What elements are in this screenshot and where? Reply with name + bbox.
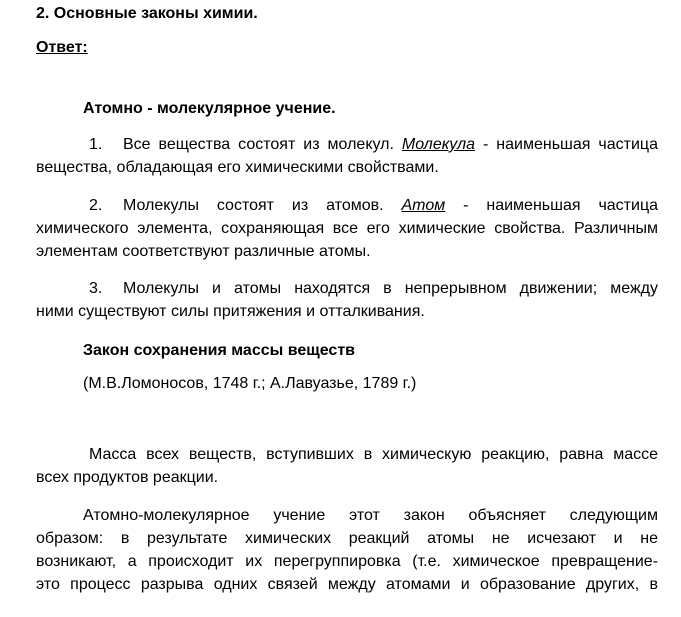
item-1-term: Молекула xyxy=(401,136,476,153)
item-1-text-post: - наименьшая частица xyxy=(475,136,658,153)
item-2-line-2: химического элемента, сохраняющая все его химические свойства. Различным xyxy=(36,220,658,237)
conservation-para-2-line-4: это процесс разрыва одних связей между атомами и образование других, в xyxy=(36,576,658,593)
item-3-line-1 xyxy=(89,277,658,300)
item-2-text-post: - наименьшая частица xyxy=(445,197,659,214)
item-3-number: 3. xyxy=(89,280,103,297)
atomic-theory-title: Атомно - молекулярное учение. xyxy=(83,100,336,117)
section-heading: 2. Основные законы химии. xyxy=(36,5,258,22)
conservation-para-1-line-1: Масса всех веществ, вступивших в химическую реакцию, равна массе xyxy=(89,446,658,463)
answer-label: Ответ: xyxy=(36,39,88,56)
item-1-number: 1. xyxy=(89,136,103,153)
conservation-law-title: Закон сохранения массы веществ xyxy=(83,342,355,359)
conservation-para-1-line-2: всех продуктов реакции. xyxy=(36,469,219,486)
item-2-line-1 xyxy=(89,194,658,217)
item-1-line-2: вещества, обладающая его химическими свойствами. xyxy=(36,159,439,176)
conservation-law-authors: (М.В.Ломоносов, 1748 г.; А.Лавуазье, 1789 г.) xyxy=(83,375,417,392)
item-2-number: 2. xyxy=(89,197,103,214)
item-2-text-pre: Молекулы состоят из атомов. xyxy=(123,197,402,214)
conservation-para-2-line-1: Атомно-молекулярное учение этот закон объясняет следующим xyxy=(83,507,658,524)
conservation-para-2-line-2: образом: в результате химических реакций атомы не исчезают и не xyxy=(36,530,658,547)
item-2-term: Атом xyxy=(401,197,446,214)
item-3-line-2: ними существуют силы притяжения и отталкивания. xyxy=(36,303,425,320)
item-2-line-3: элементам соответствуют различные атомы. xyxy=(36,243,371,260)
item-3-text: Молекулы и атомы находятся в непрерывном движении; между xyxy=(123,280,658,297)
item-1-text-pre: Все вещества состоят из молекул. xyxy=(123,136,402,153)
conservation-para-2-line-3: возникают, а происходит их перегруппировка (т.е. химическое превращение- xyxy=(36,553,658,570)
item-1-line-1 xyxy=(89,133,658,156)
